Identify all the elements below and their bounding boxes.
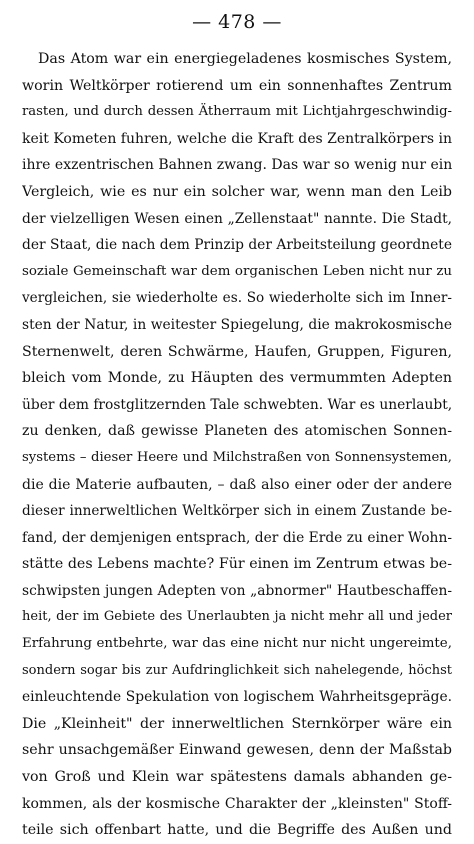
text-line: Das Atom war ein energiegeladenes kosmisches System, — [38, 51, 452, 67]
text-line: bleich vom Monde, zu Häupten des vermummten Adepten — [22, 370, 452, 387]
text-line: sehr unsachgemäßer Einwand gewesen, denn der Maßstab — [22, 742, 452, 759]
text-line: einleuchtende Spekulation von logischem Wahrheitsgepräge. — [22, 689, 452, 706]
text-line: systems – dieser Heere und Milchstraßen von Sonnensystemen, — [22, 449, 452, 465]
text-line: soziale Gemeinschaft war dem organischen Leben nicht nur zu — [22, 263, 452, 279]
text-line: fand, der demjenigen entsprach, der die Erde zu einer Wohn- — [22, 529, 452, 546]
text-line: kommen, als der kosmische Charakter der „kleinsten" Stoff- — [22, 795, 452, 812]
text-line: der vielzelligen Wesen einen „Zellenstaat" nannte. Die Stadt, — [22, 210, 452, 227]
text-line: Sternenwelt, deren Schwärme, Haufen, Gruppen, Figuren, — [22, 343, 452, 360]
text-line: von Groß und Klein war spätestens damals abhanden ge- — [22, 769, 452, 786]
text-line: über dem frostglitzernden Tale schwebten. War es unerlaubt, — [22, 396, 452, 413]
text-line: stätte des Lebens machte? Für einen im Zentrum etwas be- — [22, 556, 452, 573]
text-line: sondern sogar bis zur Aufdringlichkeit sich nahelegende, höchst — [22, 662, 452, 678]
body-text — [22, 46, 452, 844]
text-line: worin Weltkörper rotierend um ein sonnenhaftes Zentrum — [22, 77, 452, 94]
text-line: schwipsten jungen Adepten von „abnormer" Hautbeschaffen- — [22, 582, 452, 599]
text-line: ihre exzentrischen Bahnen zwang. Das war so wenig nur ein — [22, 157, 452, 174]
text-line: Die „Kleinheit" der innerweltlichen Sternkörper wäre ein — [22, 715, 452, 732]
text-line: die die Materie aufbauten, – daß also einer oder der andere — [22, 476, 452, 493]
text-line: dieser innerweltlichen Weltkörper sich in einem Zustande be- — [22, 503, 452, 520]
text-line: heit, der im Gebiete des Unerlaubten ja nicht mehr all und jeder — [22, 609, 452, 625]
text-line: keit Kometen fuhren, welche die Kraft des Zentralkörpers in — [22, 130, 452, 147]
text-line: teile sich offenbart hatte, und die Begriffe des Außen und — [22, 822, 452, 839]
text-line: rasten, und durch dessen Ätherraum mit Lichtjahrgeschwindig- — [22, 104, 452, 120]
text-line: vergleichen, sie wiederholte es. So wiederholte sich im Inner- — [22, 290, 452, 307]
text-line: Erfahrung entbehrte, war das eine nicht nur nicht ungereimte, — [22, 636, 452, 652]
text-line: Vergleich, wie es nur ein solcher war, wenn man den Leib — [22, 183, 452, 200]
text-line: sten der Natur, in weitester Spiegelung, die makrokosmische — [22, 316, 452, 333]
text-line: der Staat, die nach dem Prinzip der Arbeitsteilung geordnete — [22, 237, 452, 254]
text-line: zu denken, daß gewisse Planeten des atomischen Sonnen- — [22, 423, 452, 440]
page-number: — 478 — — [192, 11, 282, 33]
